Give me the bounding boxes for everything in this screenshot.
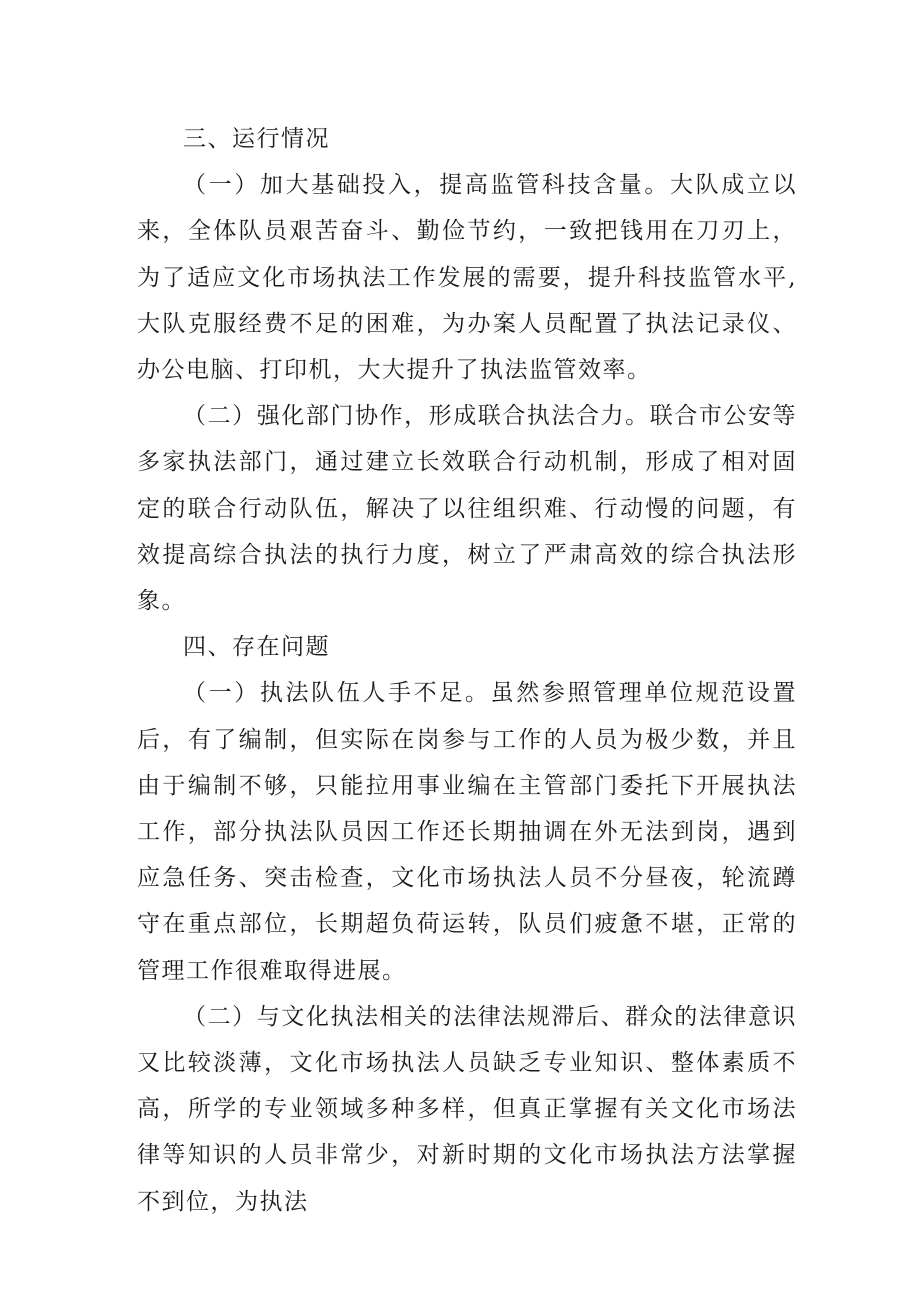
paragraph-investment: （一）加大基础投入，提高监管科技含量。大队成立以来，全体队员艰苦奋斗、勤俭节约，一致把钱用在刀刃上，为了适应文化市场执法工作发展的需要，提升科技监管水平,大队克服经费不足的困难，为办案人员配置了执法记录仪、办公电脑、打印机，大大提升了执法监管效率。 [137,172,797,384]
section-heading-operation: 三、运行情况 [183,126,330,152]
paragraph-cooperation: （二）强化部门协作，形成联合执法合力。联合市公安等多家执法部门，通过建立长效联合行动机制，形成了相对固定的联合行动队伍，解决了以往组织难、行动慢的问题，有效提高综合执法的执行力度，树立了严肃高效的综合执法形象。 [137,403,797,615]
document-body [137,116,797,1225]
paragraph-regulations: （二）与文化执法相关的法律法规滞后、群众的法律意识又比较淡薄，文化市场执法人员缺乏专业知识、整体素质不高，所学的专业领域多种多样，但真正掌握有关文化市场法律等知识的人员非常少，对新时期的文化市场执法方法掌握不到位，为执法 [137,1003,797,1215]
section-heading-problems: 四、存在问题 [183,634,330,661]
paragraph-staffing: （一）执法队伍人手不足。虽然参照管理单位规范设置后，有了编制，但实际在岗参与工作的人员为极少数，并且由于编制不够，只能拉用事业编在主管部门委托下开展执法工作，部分执法队员因工作还长期抽调在外无法到岗，遇到应急任务、突击检查，文化市场执法人员不分昼夜，轮流蹲守在重点部位，长期超负荷运转，队员们疲惫不堪，正常的管理工作很难取得进展。 [137,680,797,984]
